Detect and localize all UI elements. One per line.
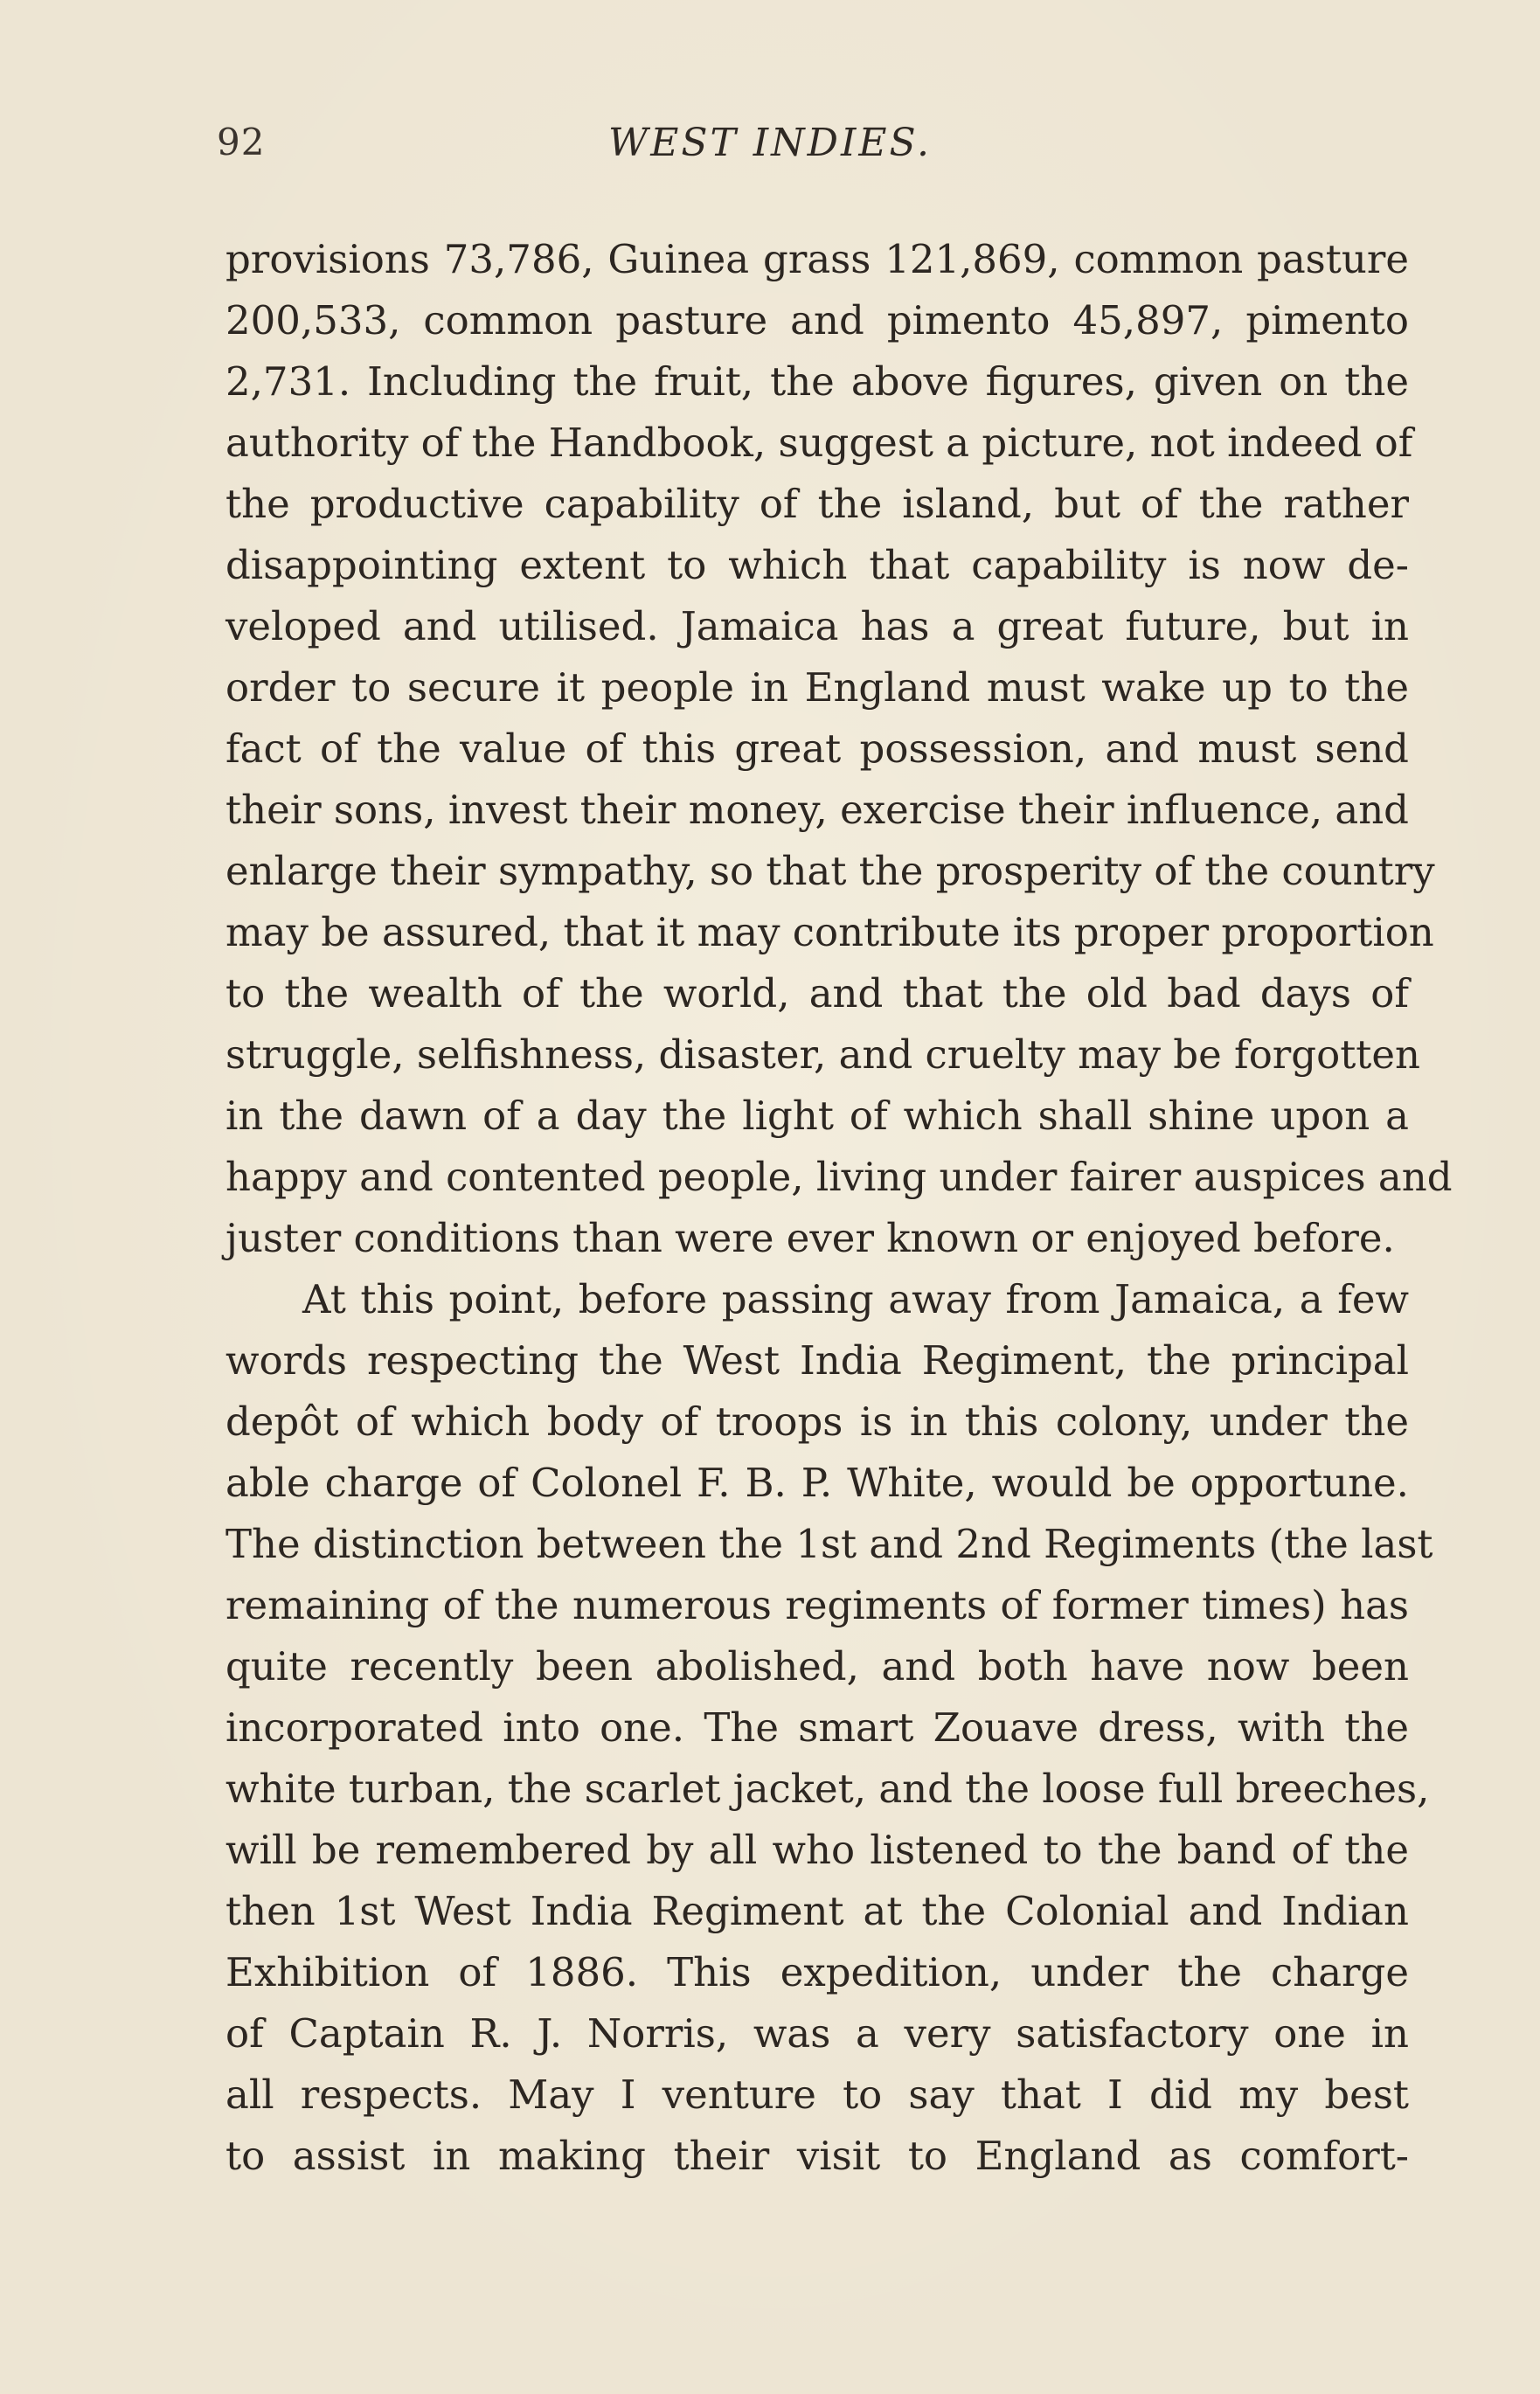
text-line: fact of the value of this great possession, and must send xyxy=(225,725,1409,772)
body-text xyxy=(225,229,1453,2187)
text-line: Exhibition of 1886. This expedition, under the charge xyxy=(225,1949,1409,1995)
text-line: then 1st West India Regiment at the Colonial and Indian xyxy=(225,1888,1409,1934)
text-line: provisions 73,786, Guinea grass 121,869, common pasture xyxy=(225,236,1409,282)
text-line: enlarge their sympathy, so that the prosperity of the country xyxy=(225,848,1435,894)
text-line: order to secure it people in England must wake up to the xyxy=(225,664,1409,711)
text-line: white turban, the scarlet jacket, and the loose full breeches, xyxy=(225,1766,1430,1812)
paragraph-start-line: At this point, before passing away from Jamaica, a few xyxy=(302,1276,1409,1322)
text-line: struggle, selfishness, disaster, and cruelty may be forgotten xyxy=(225,1031,1420,1078)
running-head xyxy=(0,121,1540,173)
text-line: The distinction between the 1st and 2nd Regiments (the last xyxy=(225,1521,1433,1567)
page-number: 92 xyxy=(217,121,266,163)
text-line: all respects. May I venture to say that I did my best xyxy=(225,2071,1409,2118)
text-line: incorporated into one. The smart Zouave dress, with the xyxy=(225,1704,1409,1751)
text-line: authority of the Handbook, suggest a picture, not indeed of xyxy=(225,420,1413,466)
text-line: the productive capability of the island, but of the rather xyxy=(225,481,1409,527)
text-line: may be assured, that it may contribute its proper proportion xyxy=(225,909,1434,955)
text-line: words respecting the West India Regiment, the principal xyxy=(225,1337,1409,1384)
text-line: their sons, invest their money, exercise their influence, and xyxy=(225,787,1409,833)
running-title: WEST INDIES. xyxy=(607,121,933,165)
text-line: disappointing extent to which that capability is now de- xyxy=(225,542,1409,588)
text-line: to assist in making their visit to England as comfort- xyxy=(225,2133,1409,2179)
text-line: remaining of the numerous regiments of former times) has xyxy=(225,1582,1409,1628)
text-line: will be remembered by all who listened to the band of the xyxy=(225,1827,1409,1873)
text-line: of Captain R. J. Norris, was a very satisfactory one in xyxy=(225,2010,1409,2057)
text-line: veloped and utilised. Jamaica has a great future, but in xyxy=(225,603,1409,649)
text-line: in the dawn of a day the light of which shall shine upon a xyxy=(225,1093,1409,1139)
text-line: able charge of Colonel F. B. P. White, would be opportune. xyxy=(225,1460,1409,1506)
text-line: 2,731. Including the fruit, the above figures, given on the xyxy=(225,358,1409,405)
text-line: 200,533, common pasture and pimento 45,897, pimento xyxy=(225,297,1409,343)
text-line: quite recently been abolished, and both have now been xyxy=(225,1643,1409,1690)
text-line: depôt of which body of troops is in this colony, under the xyxy=(225,1398,1409,1445)
text-line: to the wealth of the world, and that the old bad days of xyxy=(225,970,1409,1017)
text-line: happy and contented people, living under fairer auspices and xyxy=(225,1154,1453,1200)
paragraph-end-line: juster conditions than were ever known or enjoyed before. xyxy=(225,1215,1395,1261)
